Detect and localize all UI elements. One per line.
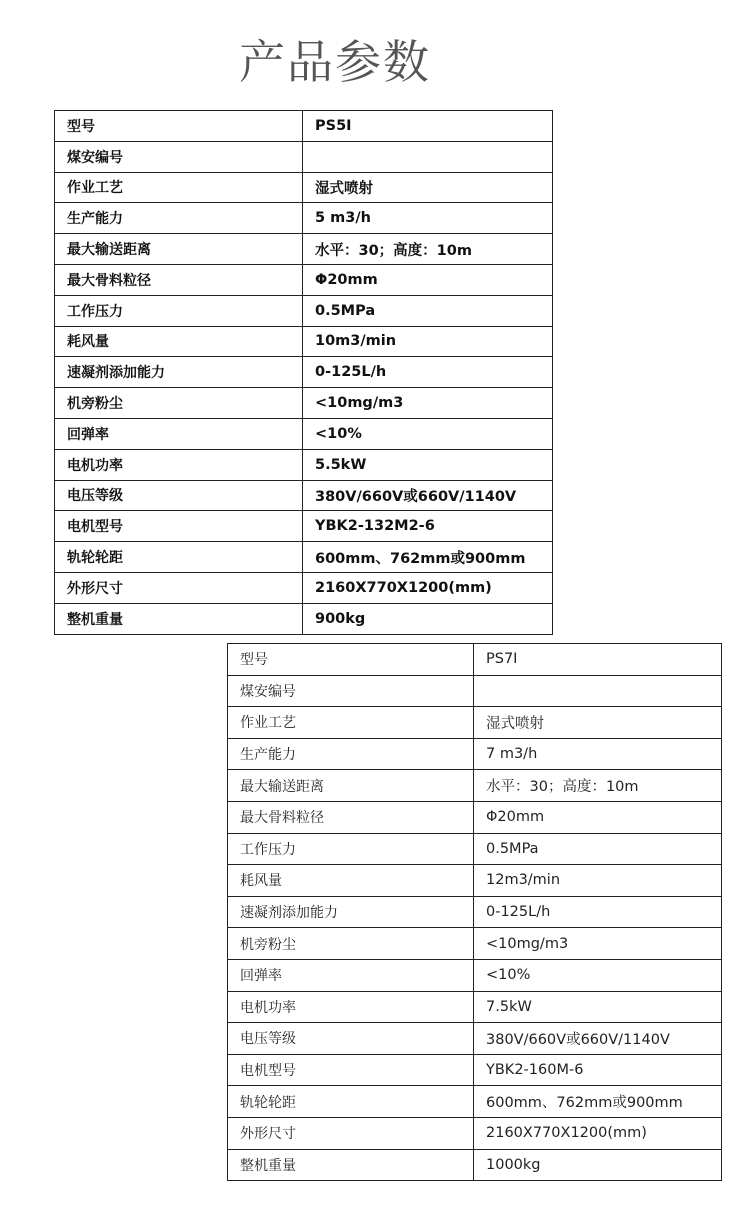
- spec-row: [228, 1086, 722, 1118]
- spec-label: 电机型号: [55, 511, 303, 542]
- spec-value: 水平：30；高度：10m: [474, 770, 722, 802]
- spec-row: [228, 801, 722, 833]
- spec-table-body: [228, 644, 722, 1181]
- spec-value: <10%: [474, 959, 722, 991]
- spec-row: [228, 1149, 722, 1181]
- spec-label: 速凝剂添加能力: [55, 357, 303, 388]
- spec-row: [55, 264, 553, 295]
- spec-label: 型号: [228, 644, 474, 676]
- spec-value: YBK2-160M-6: [474, 1054, 722, 1086]
- spec-row: [228, 928, 722, 960]
- spec-row: [228, 959, 722, 991]
- spec-row: [55, 357, 553, 388]
- spec-value: 水平：30；高度：10m: [303, 234, 553, 265]
- spec-row: [228, 1023, 722, 1055]
- spec-label: 电机型号: [228, 1054, 474, 1086]
- spec-row: [55, 172, 553, 203]
- spec-label: 工作压力: [228, 833, 474, 865]
- spec-row: [55, 603, 553, 634]
- spec-label: 外形尺寸: [55, 572, 303, 603]
- spec-value: <10%: [303, 418, 553, 449]
- spec-table-ps7i: [227, 643, 722, 1181]
- spec-value: <10mg/m3: [303, 388, 553, 419]
- spec-row: [228, 896, 722, 928]
- spec-label: 最大输送距离: [55, 234, 303, 265]
- spec-value: 1000kg: [474, 1149, 722, 1181]
- spec-label: 整机重量: [228, 1149, 474, 1181]
- spec-row: [55, 295, 553, 326]
- spec-value: Φ20mm: [303, 264, 553, 295]
- spec-row: [55, 542, 553, 573]
- spec-row: [228, 707, 722, 739]
- spec-value: 600mm、762mm或900mm: [303, 542, 553, 573]
- spec-label: 最大输送距离: [228, 770, 474, 802]
- spec-table-ps5i: [54, 110, 553, 635]
- spec-label: 生产能力: [55, 203, 303, 234]
- spec-label: 机旁粉尘: [55, 388, 303, 419]
- spec-value: 380V/660V或660V/1140V: [474, 1023, 722, 1055]
- spec-label: 型号: [55, 111, 303, 142]
- spec-row: [228, 675, 722, 707]
- spec-label: 电压等级: [55, 480, 303, 511]
- spec-label: 轨轮轮距: [228, 1086, 474, 1118]
- spec-value: 12m3/min: [474, 865, 722, 897]
- spec-value: 5.5kW: [303, 449, 553, 480]
- spec-label: 煤安编号: [55, 141, 303, 172]
- spec-value: 2160X770X1200(mm): [474, 1117, 722, 1149]
- spec-value: 5 m3/h: [303, 203, 553, 234]
- spec-value: 0.5MPa: [474, 833, 722, 865]
- spec-row: [228, 738, 722, 770]
- spec-label: 电压等级: [228, 1023, 474, 1055]
- spec-row: [228, 1054, 722, 1086]
- spec-value: 0-125L/h: [303, 357, 553, 388]
- spec-row: [55, 111, 553, 142]
- spec-row: [55, 572, 553, 603]
- spec-label: 最大骨料粒径: [55, 264, 303, 295]
- spec-row: [228, 1117, 722, 1149]
- spec-value: Φ20mm: [474, 801, 722, 833]
- spec-value: 湿式喷射: [474, 707, 722, 739]
- spec-value: PS5I: [303, 111, 553, 142]
- spec-label: 生产能力: [228, 738, 474, 770]
- spec-label: 机旁粉尘: [228, 928, 474, 960]
- spec-label: 电机功率: [55, 449, 303, 480]
- spec-label: 轨轮轮距: [55, 542, 303, 573]
- spec-value: 7.5kW: [474, 991, 722, 1023]
- spec-row: [55, 511, 553, 542]
- spec-label: 作业工艺: [228, 707, 474, 739]
- spec-label: 电机功率: [228, 991, 474, 1023]
- spec-label: 工作压力: [55, 295, 303, 326]
- spec-label: 最大骨料粒径: [228, 801, 474, 833]
- spec-value: 10m3/min: [303, 326, 553, 357]
- spec-row: [228, 865, 722, 897]
- spec-row: [55, 234, 553, 265]
- spec-row: [55, 326, 553, 357]
- spec-value: 600mm、762mm或900mm: [474, 1086, 722, 1118]
- spec-value: 7 m3/h: [474, 738, 722, 770]
- spec-value: 2160X770X1200(mm): [303, 572, 553, 603]
- spec-row: [55, 388, 553, 419]
- spec-row: [228, 833, 722, 865]
- spec-label: 煤安编号: [228, 675, 474, 707]
- page-title: 产品参数: [239, 35, 431, 89]
- spec-value: 0-125L/h: [474, 896, 722, 928]
- spec-row: [55, 418, 553, 449]
- spec-row: [55, 480, 553, 511]
- spec-label: 回弹率: [55, 418, 303, 449]
- spec-value: 380V/660V或660V/1140V: [303, 480, 553, 511]
- spec-label: 整机重量: [55, 603, 303, 634]
- spec-label: 耗风量: [228, 865, 474, 897]
- spec-value: PS7I: [474, 644, 722, 676]
- spec-row: [228, 991, 722, 1023]
- spec-row: [228, 770, 722, 802]
- spec-row: [228, 644, 722, 676]
- spec-row: [55, 141, 553, 172]
- spec-table-body: [55, 111, 553, 635]
- spec-value: <10mg/m3: [474, 928, 722, 960]
- spec-label: 速凝剂添加能力: [228, 896, 474, 928]
- spec-value: [474, 675, 722, 707]
- spec-value: 0.5MPa: [303, 295, 553, 326]
- spec-row: [55, 203, 553, 234]
- spec-label: 外形尺寸: [228, 1117, 474, 1149]
- spec-value: 湿式喷射: [303, 172, 553, 203]
- spec-label: 作业工艺: [55, 172, 303, 203]
- spec-label: 耗风量: [55, 326, 303, 357]
- spec-label: 回弹率: [228, 959, 474, 991]
- spec-value: YBK2-132M2-6: [303, 511, 553, 542]
- spec-value: [303, 141, 553, 172]
- spec-row: [55, 449, 553, 480]
- spec-value: 900kg: [303, 603, 553, 634]
